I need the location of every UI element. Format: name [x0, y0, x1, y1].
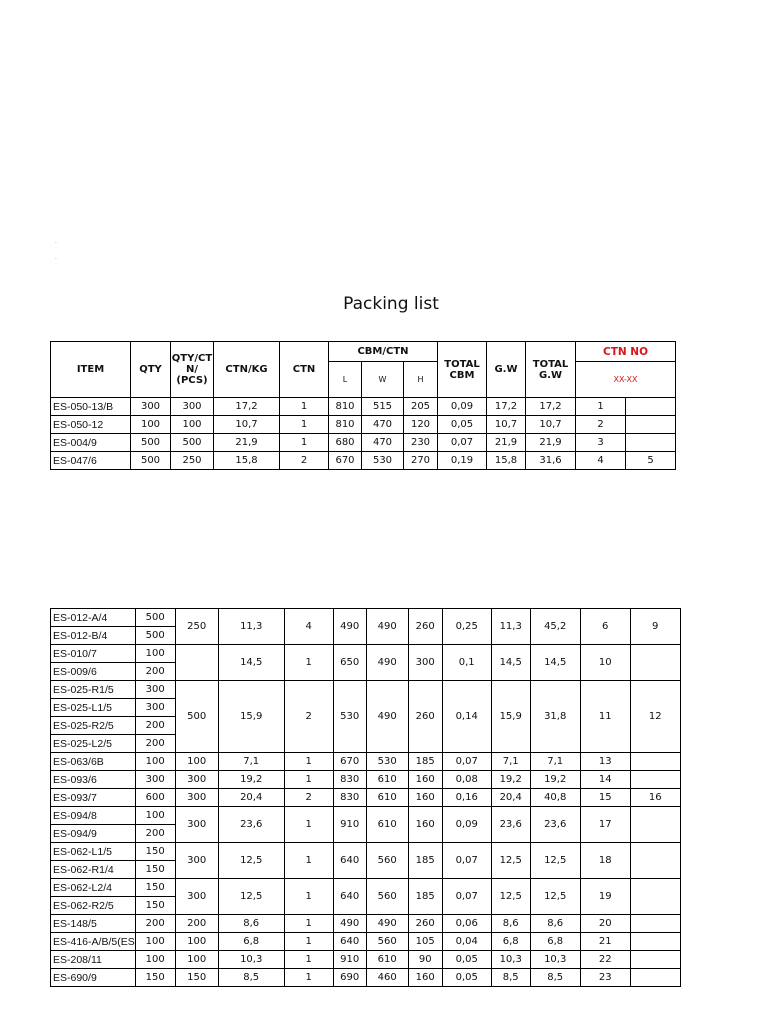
length-cell: 830 [333, 771, 366, 789]
packing-table-grouped-section [50, 608, 681, 987]
header-qty: QTY [131, 342, 171, 398]
total-cbm-cell: 0,14 [442, 681, 491, 753]
width-cell: 460 [366, 969, 408, 987]
total-gw-cell: 31,8 [530, 681, 580, 753]
ctn-no-start-cell: 15 [580, 789, 630, 807]
qty-cell: 100 [135, 645, 175, 663]
qty-per-ctn-cell: 300 [175, 807, 218, 843]
item-cell: ES-004/9 [51, 434, 131, 452]
table-row [51, 681, 681, 699]
height-cell: 160 [408, 771, 442, 789]
ctn-no-end-cell [626, 434, 676, 452]
ctn-kg-cell: 8,6 [218, 915, 284, 933]
total-cbm-cell: 0,16 [442, 789, 491, 807]
ctn-cell: 1 [280, 434, 329, 452]
item-cell: ES-025-L2/5 [51, 735, 136, 753]
qty-cell: 100 [135, 807, 175, 825]
length-cell: 640 [333, 879, 366, 915]
width-cell: 610 [366, 951, 408, 969]
total-gw-cell: 7,1 [530, 753, 580, 771]
total-cbm-cell: 0,07 [442, 753, 491, 771]
header-item: ITEM [51, 342, 131, 398]
header-ctn-no: CTN NO [576, 342, 676, 362]
item-cell: ES-094/9 [51, 825, 136, 843]
item-cell: ES-148/5 [51, 915, 136, 933]
ctn-kg-cell: 11,3 [218, 609, 284, 645]
ctn-cell: 1 [284, 771, 333, 789]
packing-table-header-section [50, 341, 676, 470]
gw-cell: 21,9 [487, 434, 526, 452]
qty-cell: 100 [135, 933, 175, 951]
qty-per-ctn-cell: 500 [175, 681, 218, 753]
ctn-cell: 2 [284, 681, 333, 753]
qty-per-ctn-cell: 100 [175, 951, 218, 969]
ctn-cell: 1 [284, 915, 333, 933]
table-row [51, 951, 681, 969]
length-cell: 650 [333, 645, 366, 681]
header-l: L [329, 362, 362, 398]
gw-cell: 7,1 [491, 753, 530, 771]
qty-per-ctn-cell: 300 [175, 789, 218, 807]
total-gw-cell: 12,5 [530, 843, 580, 879]
height-cell: 185 [408, 843, 442, 879]
qty-cell: 300 [131, 398, 171, 416]
qty-per-ctn-cell: 150 [175, 969, 218, 987]
ctn-cell: 2 [284, 789, 333, 807]
height-cell: 160 [408, 969, 442, 987]
length-cell: 670 [333, 753, 366, 771]
height-cell: 105 [408, 933, 442, 951]
ctn-cell: 1 [284, 807, 333, 843]
ctn-kg-cell: 7,1 [218, 753, 284, 771]
table-row [51, 771, 681, 789]
width-cell: 470 [362, 416, 404, 434]
gw-cell: 11,3 [491, 609, 530, 645]
item-cell: ES-416-A/B/5(ES [51, 933, 136, 951]
qty-cell: 150 [135, 861, 175, 879]
ctn-no-end-cell [626, 398, 676, 416]
ctn-no-end-cell [630, 771, 680, 789]
qty-per-ctn-cell [175, 645, 218, 681]
ctn-no-start-cell: 6 [580, 609, 630, 645]
width-cell: 490 [366, 915, 408, 933]
width-cell: 610 [366, 771, 408, 789]
header-total-gw: TOTAL G.W [526, 342, 576, 398]
total-gw-cell: 23,6 [530, 807, 580, 843]
qty-per-ctn-cell: 200 [175, 915, 218, 933]
header-ctn: CTN [280, 342, 329, 398]
height-cell: 260 [408, 609, 442, 645]
length-cell: 640 [333, 843, 366, 879]
item-cell: ES-012-B/4 [51, 627, 136, 645]
height-cell: 120 [404, 416, 438, 434]
ctn-no-end-cell [630, 753, 680, 771]
total-gw-cell: 12,5 [530, 879, 580, 915]
ctn-no-start-cell: 17 [580, 807, 630, 843]
total-gw-cell: 45,2 [530, 609, 580, 645]
width-cell: 610 [366, 789, 408, 807]
qty-cell: 100 [135, 753, 175, 771]
qty-per-ctn-cell: 100 [175, 933, 218, 951]
ctn-no-end-cell [630, 807, 680, 843]
total-cbm-cell: 0,05 [438, 416, 487, 434]
total-cbm-cell: 0,08 [442, 771, 491, 789]
height-cell: 160 [408, 789, 442, 807]
qty-cell: 200 [135, 717, 175, 735]
width-cell: 515 [362, 398, 404, 416]
gw-cell: 10,3 [491, 951, 530, 969]
item-cell: ES-025-R2/5 [51, 717, 136, 735]
total-gw-cell: 40,8 [530, 789, 580, 807]
ctn-kg-cell: 14,5 [218, 645, 284, 681]
qty-cell: 300 [135, 681, 175, 699]
table-row [51, 807, 681, 825]
table-row [51, 933, 681, 951]
gw-cell: 19,2 [491, 771, 530, 789]
ctn-no-start-cell: 19 [580, 879, 630, 915]
ctn-no-end-cell [630, 879, 680, 915]
length-cell: 490 [333, 915, 366, 933]
header-qty-per-ctn: QTY/CT N/ (PCS) [171, 342, 214, 398]
total-cbm-cell: 0,05 [442, 951, 491, 969]
table-row [51, 398, 676, 416]
total-gw-cell: 10,7 [526, 416, 576, 434]
table-row [51, 969, 681, 987]
gw-cell: 20,4 [491, 789, 530, 807]
ctn-kg-cell: 15,8 [214, 452, 280, 470]
total-cbm-cell: 0,09 [442, 807, 491, 843]
gw-cell: 15,9 [491, 681, 530, 753]
length-cell: 830 [333, 789, 366, 807]
item-cell: ES-690/9 [51, 969, 136, 987]
ctn-cell: 1 [284, 879, 333, 915]
qty-cell: 150 [135, 897, 175, 915]
total-gw-cell: 8,6 [530, 915, 580, 933]
ctn-kg-cell: 12,5 [218, 843, 284, 879]
stray-mark: · [55, 240, 57, 247]
total-gw-cell: 6,8 [530, 933, 580, 951]
ctn-no-start-cell: 3 [576, 434, 626, 452]
length-cell: 640 [333, 933, 366, 951]
gw-cell: 10,7 [487, 416, 526, 434]
ctn-kg-cell: 15,9 [218, 681, 284, 753]
ctn-cell: 1 [280, 416, 329, 434]
header-cbm-ctn: CBM/CTN [329, 342, 438, 362]
total-cbm-cell: 0,09 [438, 398, 487, 416]
length-cell: 810 [329, 398, 362, 416]
ctn-no-end-cell [630, 969, 680, 987]
header-total-cbm: TOTAL CBM [438, 342, 487, 398]
ctn-cell: 1 [284, 951, 333, 969]
ctn-no-end-cell [630, 915, 680, 933]
ctn-no-end-cell: 16 [630, 789, 680, 807]
stray-mark: · [55, 256, 57, 263]
qty-per-ctn-cell: 500 [171, 434, 214, 452]
width-cell: 560 [366, 933, 408, 951]
qty-cell: 150 [135, 879, 175, 897]
height-cell: 185 [408, 879, 442, 915]
header-w: W [362, 362, 404, 398]
height-cell: 270 [404, 452, 438, 470]
qty-per-ctn-cell: 250 [171, 452, 214, 470]
ctn-no-end-cell: 12 [630, 681, 680, 753]
ctn-kg-cell: 12,5 [218, 879, 284, 915]
width-cell: 490 [366, 681, 408, 753]
qty-cell: 300 [135, 699, 175, 717]
ctn-no-end-cell [630, 951, 680, 969]
table-row [51, 789, 681, 807]
table-row [51, 915, 681, 933]
ctn-no-end-cell: 9 [630, 609, 680, 645]
qty-cell: 100 [131, 416, 171, 434]
item-cell: ES-094/8 [51, 807, 136, 825]
height-cell: 185 [408, 753, 442, 771]
table-row [51, 843, 681, 861]
item-cell: ES-093/6 [51, 771, 136, 789]
qty-cell: 600 [135, 789, 175, 807]
item-cell: ES-063/6B [51, 753, 136, 771]
table-row [51, 645, 681, 663]
item-cell: ES-010/7 [51, 645, 136, 663]
total-cbm-cell: 0,07 [442, 843, 491, 879]
ctn-kg-cell: 6,8 [218, 933, 284, 951]
ctn-kg-cell: 10,3 [218, 951, 284, 969]
height-cell: 205 [404, 398, 438, 416]
qty-cell: 100 [135, 951, 175, 969]
width-cell: 490 [366, 645, 408, 681]
header-ctn-no-range: XX-XX [576, 362, 676, 398]
gw-cell: 12,5 [491, 843, 530, 879]
width-cell: 560 [366, 843, 408, 879]
qty-per-ctn-cell: 300 [175, 879, 218, 915]
ctn-cell: 1 [284, 645, 333, 681]
ctn-no-start-cell: 18 [580, 843, 630, 879]
item-cell: ES-009/6 [51, 663, 136, 681]
gw-cell: 12,5 [491, 879, 530, 915]
qty-cell: 500 [135, 627, 175, 645]
item-cell: ES-047/6 [51, 452, 131, 470]
total-cbm-cell: 0,19 [438, 452, 487, 470]
length-cell: 680 [329, 434, 362, 452]
width-cell: 470 [362, 434, 404, 452]
qty-per-ctn-cell: 100 [171, 416, 214, 434]
total-cbm-cell: 0,05 [442, 969, 491, 987]
page-title: Packing list [343, 294, 439, 314]
item-cell: ES-208/11 [51, 951, 136, 969]
ctn-no-start-cell: 11 [580, 681, 630, 753]
ctn-kg-cell: 10,7 [214, 416, 280, 434]
ctn-cell: 1 [284, 969, 333, 987]
qty-cell: 150 [135, 843, 175, 861]
qty-cell: 200 [135, 663, 175, 681]
height-cell: 160 [408, 807, 442, 843]
total-gw-cell: 31,6 [526, 452, 576, 470]
qty-cell: 200 [135, 735, 175, 753]
qty-cell: 500 [131, 452, 171, 470]
total-cbm-cell: 0,25 [442, 609, 491, 645]
ctn-no-start-cell: 13 [580, 753, 630, 771]
qty-cell: 500 [131, 434, 171, 452]
width-cell: 530 [362, 452, 404, 470]
item-cell: ES-062-R1/4 [51, 861, 136, 879]
ctn-no-start-cell: 1 [576, 398, 626, 416]
ctn-no-end-cell [626, 416, 676, 434]
ctn-kg-cell: 19,2 [218, 771, 284, 789]
item-cell: ES-025-R1/5 [51, 681, 136, 699]
qty-per-ctn-cell: 100 [175, 753, 218, 771]
gw-cell: 17,2 [487, 398, 526, 416]
height-cell: 260 [408, 681, 442, 753]
item-cell: ES-050-13/B [51, 398, 131, 416]
ctn-cell: 1 [284, 933, 333, 951]
qty-per-ctn-cell: 300 [171, 398, 214, 416]
gw-cell: 6,8 [491, 933, 530, 951]
table-row [51, 753, 681, 771]
total-gw-cell: 21,9 [526, 434, 576, 452]
height-cell: 260 [408, 915, 442, 933]
ctn-cell: 1 [280, 398, 329, 416]
ctn-no-end-cell [630, 843, 680, 879]
qty-cell: 150 [135, 969, 175, 987]
length-cell: 690 [333, 969, 366, 987]
qty-per-ctn-cell: 250 [175, 609, 218, 645]
length-cell: 670 [329, 452, 362, 470]
total-cbm-cell: 0,06 [442, 915, 491, 933]
table-row [51, 416, 676, 434]
total-gw-cell: 17,2 [526, 398, 576, 416]
width-cell: 530 [366, 753, 408, 771]
ctn-cell: 1 [284, 753, 333, 771]
length-cell: 810 [329, 416, 362, 434]
length-cell: 490 [333, 609, 366, 645]
ctn-no-start-cell: 10 [580, 645, 630, 681]
ctn-kg-cell: 21,9 [214, 434, 280, 452]
item-cell: ES-025-L1/5 [51, 699, 136, 717]
table-row [51, 609, 681, 627]
total-gw-cell: 19,2 [530, 771, 580, 789]
qty-per-ctn-cell: 300 [175, 843, 218, 879]
ctn-kg-cell: 8,5 [218, 969, 284, 987]
gw-cell: 8,6 [491, 915, 530, 933]
item-cell: ES-012-A/4 [51, 609, 136, 627]
total-cbm-cell: 0,04 [442, 933, 491, 951]
qty-cell: 200 [135, 915, 175, 933]
header-gw: G.W [487, 342, 526, 398]
gw-cell: 8,5 [491, 969, 530, 987]
ctn-no-start-cell: 20 [580, 915, 630, 933]
total-gw-cell: 8,5 [530, 969, 580, 987]
gw-cell: 15,8 [487, 452, 526, 470]
item-cell: ES-062-R2/5 [51, 897, 136, 915]
ctn-no-start-cell: 14 [580, 771, 630, 789]
qty-cell: 500 [135, 609, 175, 627]
header-h: H [404, 362, 438, 398]
total-cbm-cell: 0,07 [442, 879, 491, 915]
total-cbm-cell: 0,07 [438, 434, 487, 452]
length-cell: 530 [333, 681, 366, 753]
item-cell: ES-062-L1/5 [51, 843, 136, 861]
ctn-kg-cell: 17,2 [214, 398, 280, 416]
height-cell: 300 [408, 645, 442, 681]
width-cell: 610 [366, 807, 408, 843]
gw-cell: 23,6 [491, 807, 530, 843]
ctn-no-start-cell: 23 [580, 969, 630, 987]
length-cell: 910 [333, 807, 366, 843]
ctn-kg-cell: 23,6 [218, 807, 284, 843]
ctn-kg-cell: 20,4 [218, 789, 284, 807]
gw-cell: 14,5 [491, 645, 530, 681]
ctn-no-start-cell: 22 [580, 951, 630, 969]
qty-per-ctn-cell: 300 [175, 771, 218, 789]
table-row [51, 452, 676, 470]
table-row [51, 434, 676, 452]
qty-cell: 300 [135, 771, 175, 789]
ctn-no-end-cell [630, 645, 680, 681]
item-cell: ES-093/7 [51, 789, 136, 807]
table-row [51, 879, 681, 897]
height-cell: 230 [404, 434, 438, 452]
item-cell: ES-050-12 [51, 416, 131, 434]
ctn-no-end-cell [630, 933, 680, 951]
total-gw-cell: 14,5 [530, 645, 580, 681]
ctn-cell: 2 [280, 452, 329, 470]
width-cell: 490 [366, 609, 408, 645]
height-cell: 90 [408, 951, 442, 969]
length-cell: 910 [333, 951, 366, 969]
total-gw-cell: 10,3 [530, 951, 580, 969]
header-ctn-kg: CTN/KG [214, 342, 280, 398]
ctn-cell: 4 [284, 609, 333, 645]
qty-cell: 200 [135, 825, 175, 843]
ctn-no-start-cell: 2 [576, 416, 626, 434]
width-cell: 560 [366, 879, 408, 915]
ctn-no-start-cell: 4 [576, 452, 626, 470]
ctn-cell: 1 [284, 843, 333, 879]
item-cell: ES-062-L2/4 [51, 879, 136, 897]
ctn-no-start-cell: 21 [580, 933, 630, 951]
total-cbm-cell: 0,1 [442, 645, 491, 681]
ctn-no-end-cell: 5 [626, 452, 676, 470]
